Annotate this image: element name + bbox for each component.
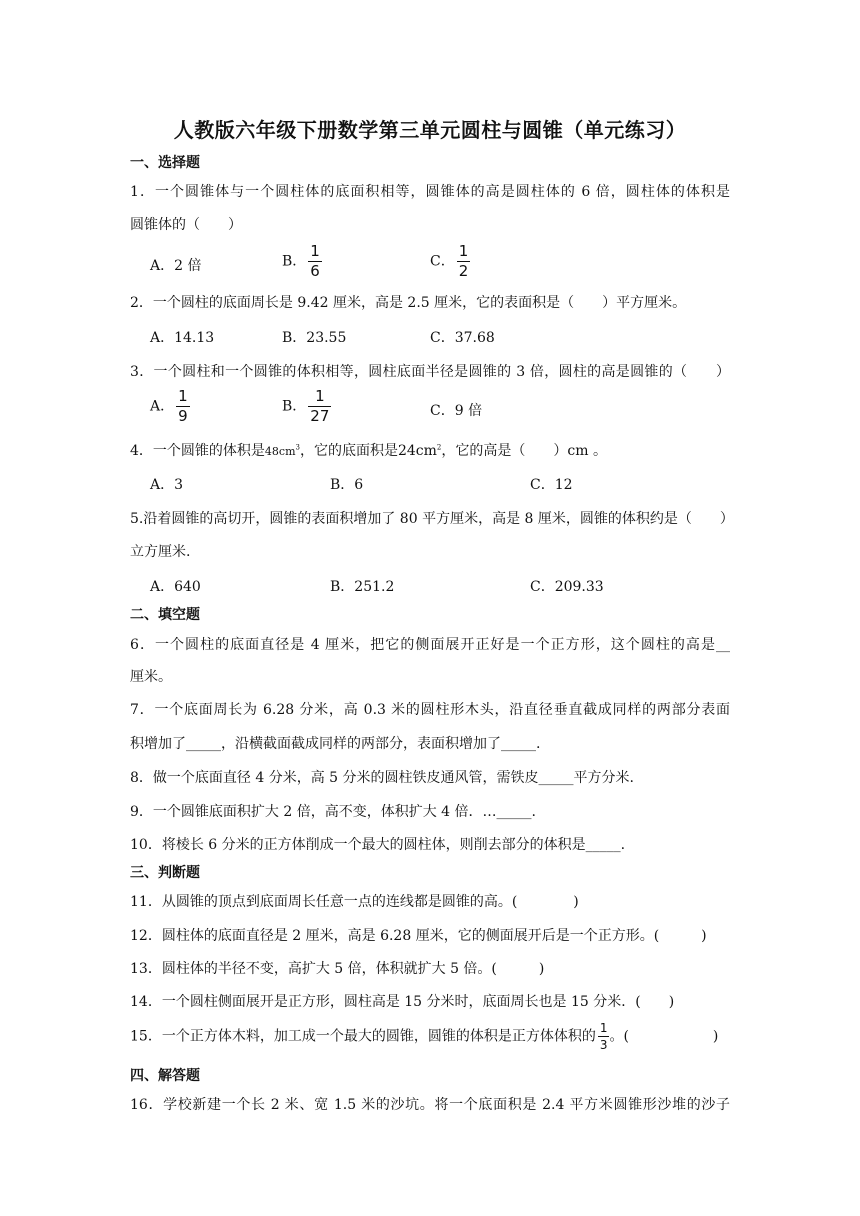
fraction-numerator: 1 [599,1021,608,1035]
question-10: 10．将棱长 6 分米的正方体削成一个最大的圆柱体，则削去部分的体积是_____. [130,837,626,853]
fraction-denominator: 6 [310,262,320,280]
question-15 [130,1022,730,1051]
area-value: 24cm [397,443,437,459]
question-2-line-1: 2．一个圆柱的底面周长是 9.42 厘米，高是 2.5 厘米，它的表面积是（ ）平方厘米。 [130,295,687,311]
question-11: 11．从圆锥的顶点到底面周长任意一点的连线都是圆锥的高。( ) [130,894,579,910]
question-15-text-1: 15．一个正方体木料，加工成一个最大的圆锥，圆锥的体积是正方体体积的 [130,1028,596,1045]
section-heading-solve: 四、解答题 [130,1068,200,1084]
fraction-numerator: 1 [178,387,188,405]
question-8: 8．做一个底面直径 4 分米，高 5 分米的圆柱铁皮通风管，需铁皮_____平方分米. [130,770,634,786]
question-16-line-1: 16．学校新建一个长 2 米、宽 1.5 米的沙坑。将一个底面积是 2.4 平方米圆锥形沙堆的沙子 [130,1097,730,1113]
question-5-line-1: 5.沿着圆锥的高切开，圆锥的表面积增加了 80 平方厘米，高是 8 厘米，圆锥的体积约是（ ） [130,511,734,527]
question-1-option-c [430,244,470,279]
question-2-option-c: C．37.68 [430,330,495,346]
volume-exponent: 3 [295,443,300,452]
fraction-denominator: 2 [458,262,469,280]
fraction [598,1022,610,1051]
question-4-option-a: A．3 [150,477,184,493]
question-2-option-a: A．14.13 [150,330,215,346]
question-5-option-a: A．640 [150,579,201,595]
fraction-denominator: 9 [178,407,188,425]
question-6-line-2: 厘米。 [130,669,172,685]
option-b-label: B． [282,398,307,415]
question-3-option-c: C．9 倍 [430,403,483,419]
question-5-option-c: C．209.33 [530,579,604,595]
section-heading-fill-in: 二、填空题 [130,607,200,623]
question-9: 9．一个圆锥底面积扩大 2 倍，高不变，体积扩大 4 倍．…_____. [130,804,536,820]
area-exponent: 2 [436,443,442,452]
question-4-text-1: 4．一个圆锥的体积是 [130,443,265,459]
option-c-label: C． [430,253,455,270]
question-4-option-b: B．6 [330,477,364,493]
question-4-option-c: C．12 [530,477,573,493]
fraction-denominator: 27 [310,407,330,425]
question-6-line-1: 6．一个圆柱的底面直径是 4 厘米，把它的侧面展开正好是一个正方形，这个圆柱的高是__ [130,637,730,653]
question-13: 13．圆柱体的半径不变，高扩大 5 倍，体积就扩大 5 倍。( ) [130,961,545,977]
question-1-line-1: 1．一个圆锥体与一个圆柱体的底面积相等，圆锥体的高是圆柱体的 6 倍，圆柱体的体积是 [130,184,730,200]
fraction-numerator: 1 [308,389,331,407]
volume-value: 48cm [264,445,296,458]
question-4-line-1 [130,440,730,460]
question-1-option-b [282,244,322,279]
section-heading-choice: 一、选择题 [130,155,200,171]
fraction [308,389,331,424]
question-7-line-2: 积增加了_____，沿横截面截成同样的两部分，表面积增加了_____. [130,736,541,752]
fraction-numerator: 1 [310,242,320,260]
question-15-text-2: 。( ) [609,1028,719,1045]
page-title: 人教版六年级下册数学第三单元圆柱与圆锥（单元练习） [173,118,687,142]
question-2-option-b: B．23.55 [282,330,347,346]
question-3-line-1: 3．一个圆柱和一个圆锥的体积相等，圆柱底面半径是圆锥的 3 倍，圆柱的高是圆锥的（ ） [130,364,730,380]
fraction [457,244,471,279]
question-14: 14．一个圆柱侧面展开是正方形，圆柱高是 15 分米时，底面周长也是 15 分米．( ) [130,994,675,1010]
fraction-numerator: 1 [458,242,469,260]
question-3-option-a [150,389,190,424]
question-3-option-b [282,389,331,424]
option-b-label: B． [282,253,307,270]
option-a-label: A． [150,398,175,415]
question-1-option-a: A．2 倍 [150,258,202,274]
section-heading-true-false: 三、判断题 [130,865,200,881]
question-4-text-3: ，它的高是（ ）cm 。 [441,443,607,459]
question-7-line-1: 7．一个底面周长为 6.28 分米，高 0.3 米的圆柱形木头，沿直径垂直截成同样的两部分表面 [130,702,730,718]
question-5-option-b: B．251.2 [330,579,395,595]
fraction [308,244,322,279]
question-1-line-2: 圆锥体的（ ） [130,217,242,233]
question-5-line-2: 立方厘米. [130,544,191,560]
fraction-denominator: 3 [599,1038,608,1052]
question-12: 12．圆柱体的底面直径是 2 厘米，高是 6.28 厘米，它的侧面展开后是一个正方形。( ) [130,928,707,944]
question-4-text-2: ，它的底面积是 [299,443,398,459]
fraction [176,389,190,424]
